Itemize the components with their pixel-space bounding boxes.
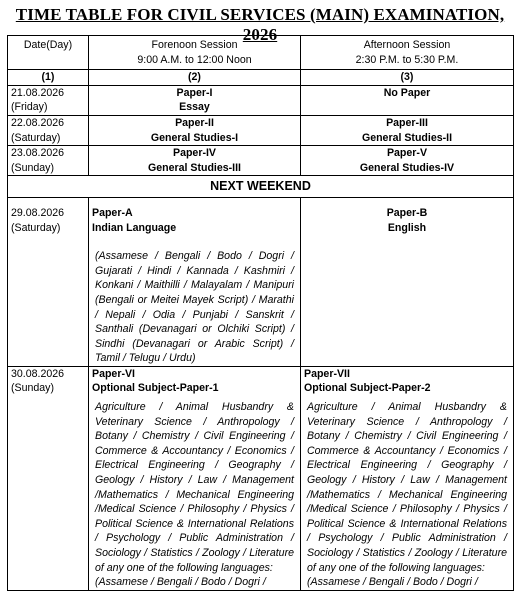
day: (Sunday) bbox=[11, 161, 54, 174]
forenoon-cell bbox=[89, 85, 301, 115]
paper-name: Paper-IV bbox=[173, 147, 216, 160]
day: (Friday) bbox=[11, 101, 48, 114]
header-forenoon-label: Forenoon Session bbox=[151, 39, 238, 51]
day: (Sunday) bbox=[11, 382, 54, 395]
afternoon-cell bbox=[301, 146, 514, 176]
date: 30.08.2026 bbox=[11, 367, 65, 380]
date-cell bbox=[8, 85, 89, 115]
table-row bbox=[8, 115, 514, 145]
forenoon-cell bbox=[89, 366, 301, 590]
header-date-cell bbox=[8, 36, 89, 70]
header-forenoon-cell bbox=[89, 36, 301, 70]
forenoon-cell bbox=[89, 115, 301, 145]
table-row bbox=[8, 146, 514, 176]
date-cell bbox=[8, 115, 89, 145]
col-number-1: (1) bbox=[8, 70, 89, 86]
language-list-start: (Assamese / Bengali / Bodo / Dogri / bbox=[95, 576, 266, 589]
date: 29.08.2026 bbox=[11, 206, 65, 219]
language-list: (Assamese / Bengali / Bodo / Dogri / Gujarati / Hindi / Kannada / Kashmiri / Konkani / Maithilli / Malayalam / Manipuri (Bengali or Meitei Mayek Script) / Marathi / Nepali / Odia / Punjabi / Sanskrit / Santhali (Devanagari or Olchiki Script) / Sindhi (Devanagari or Arabic Script) / Tamil / Telugu / Urdu) bbox=[95, 250, 294, 365]
subject-name: Optional Subject-Paper-2 bbox=[304, 382, 431, 395]
column-number-row bbox=[8, 70, 514, 86]
afternoon-cell bbox=[301, 85, 514, 115]
optional-subject-list: Agriculture / Animal Husbandry & Veterinary Science / Anthropology / Botany / Chemistry / Civil Engineering / Commerce & Accountancy / Economics / Electrical Engineering / Geography / Geology / History / Law / Management /Mathematics / Mechanical Engineering /Medical Science / Philosophy / Physics / Political Science & International Relations / Psychology / Public Administration / Sociology / Statistics / Zoology / Literature of any one of the following languages: bbox=[95, 401, 294, 574]
afternoon-cell bbox=[301, 197, 514, 366]
paper-name: Paper-V bbox=[386, 147, 428, 160]
header-date: Date(Day) bbox=[23, 39, 73, 51]
date-cell bbox=[8, 366, 89, 590]
date: 22.08.2026 bbox=[11, 116, 65, 129]
header-forenoon-time: 9:00 A.M. to 12:00 Noon bbox=[137, 53, 252, 66]
table-row bbox=[8, 85, 514, 115]
forenoon-cell bbox=[89, 146, 301, 176]
paper-name: Paper-VII bbox=[304, 367, 350, 380]
paper-name: Paper-A bbox=[92, 206, 133, 219]
header-afternoon-time: 2:30 P.M. to 5:30 P.M. bbox=[355, 53, 459, 66]
paper-name: Paper-VI bbox=[92, 367, 135, 380]
table-row bbox=[8, 366, 514, 590]
day: (Saturday) bbox=[11, 221, 61, 234]
subject-name: Indian Language bbox=[92, 221, 177, 234]
paper-name: Paper-II bbox=[175, 116, 214, 129]
col-number-3: (3) bbox=[301, 70, 514, 86]
page-title: TIME TABLE FOR CIVIL SERVICES (MAIN) EXAMINATION, 2026 bbox=[15, 5, 505, 44]
date-cell bbox=[8, 197, 89, 366]
next-weekend-row bbox=[8, 176, 514, 198]
subject-name: General Studies-I bbox=[150, 131, 239, 144]
paper-name: Paper-B bbox=[386, 206, 428, 219]
header-row bbox=[8, 36, 514, 70]
paper-name: No Paper bbox=[383, 86, 431, 99]
paper-name: Paper-III bbox=[386, 116, 428, 129]
header-afternoon-cell bbox=[301, 36, 514, 70]
afternoon-cell bbox=[301, 366, 514, 590]
forenoon-cell bbox=[89, 197, 301, 366]
table-row bbox=[8, 197, 514, 366]
subject-name: Optional Subject-Paper-1 bbox=[92, 382, 219, 395]
language-list-start: (Assamese / Bengali / Bodo / Dogri / bbox=[307, 576, 478, 589]
col-number-2: (2) bbox=[89, 70, 301, 86]
optional-subject-list: Agriculture / Animal Husbandry & Veterinary Science / Anthropology / Botany / Chemistry / Civil Engineering / Commerce & Accountancy / Economics / Electrical Engineering / Geography / Geology / History / Law / Management /Mathematics / Mechanical Engineering /Medical Science / Philosophy / Physics / Political Science & International Relations / Psychology / Public Administration / Sociology / Statistics / Zoology / Literature of any one of the following languages: bbox=[307, 401, 507, 574]
subject-name: General Studies-II bbox=[361, 131, 453, 144]
day: (Saturday) bbox=[11, 131, 61, 144]
date-cell bbox=[8, 146, 89, 176]
next-weekend-label: NEXT WEEKEND bbox=[8, 176, 514, 198]
header-afternoon-label: Afternoon Session bbox=[363, 39, 451, 51]
subject-name: General Studies-IV bbox=[359, 161, 455, 174]
paper-name: Paper-I bbox=[176, 86, 213, 99]
date: 21.08.2026 bbox=[11, 86, 65, 99]
subject-name: Essay bbox=[179, 101, 210, 114]
afternoon-cell bbox=[301, 115, 514, 145]
subject-name: English bbox=[387, 221, 427, 234]
date: 23.08.2026 bbox=[11, 147, 65, 160]
subject-name: General Studies-III bbox=[147, 161, 242, 174]
timetable bbox=[7, 35, 514, 591]
